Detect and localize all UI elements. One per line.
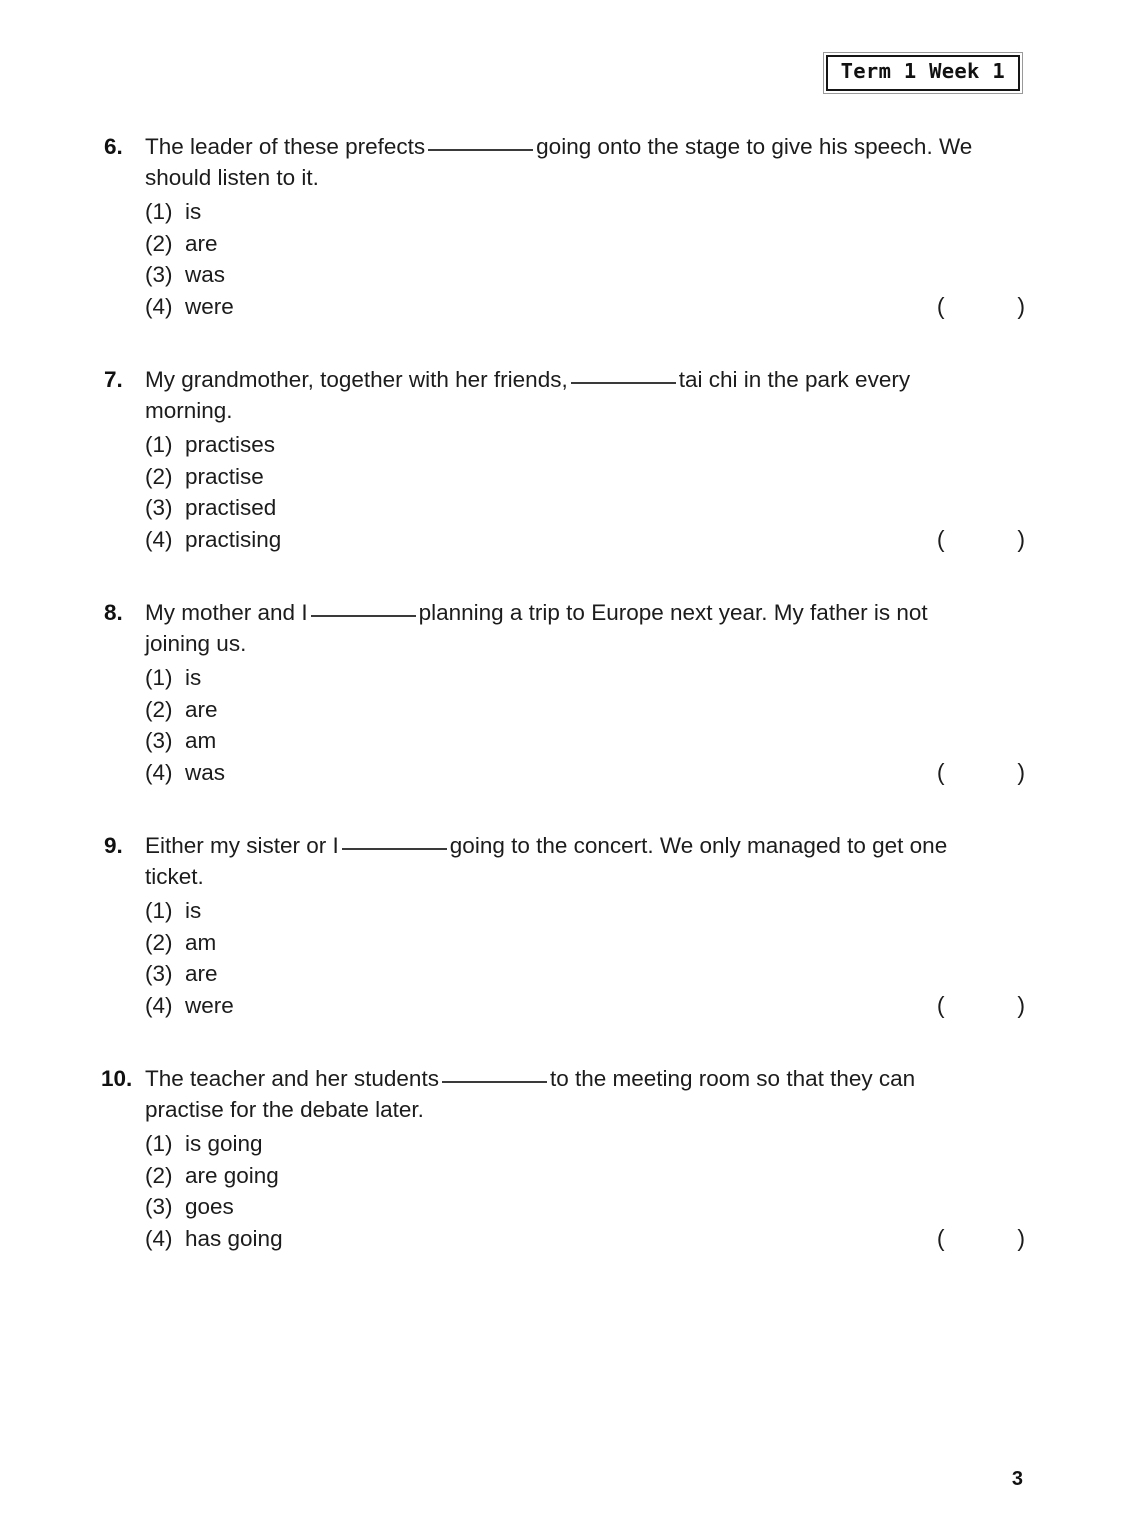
- option-label: (1): [145, 898, 173, 923]
- option-list: [104, 429, 1045, 555]
- option-label: (4): [145, 1225, 173, 1251]
- option-text: practising: [185, 526, 282, 552]
- answer-bracket[interactable]: ( ): [936, 525, 1045, 552]
- option-row[interactable]: [145, 895, 1004, 927]
- option-text: has going: [185, 1225, 283, 1251]
- option-row[interactable]: [145, 291, 1045, 323]
- option-label: (4): [145, 992, 173, 1018]
- question-head: [101, 1063, 1004, 1125]
- option-label: (3): [145, 262, 173, 287]
- option-text: goes: [185, 1194, 234, 1219]
- option-row[interactable]: [145, 492, 1004, 524]
- question-stem-after-blank: going to the concert. We only managed to get one ticket.: [145, 833, 948, 889]
- option-text: are going: [185, 1162, 279, 1188]
- option-label: (2): [145, 696, 173, 722]
- question-stem: [145, 597, 997, 659]
- option-row[interactable]: [145, 990, 1045, 1022]
- option-list: [104, 196, 1045, 322]
- question-head: [104, 364, 1004, 426]
- option-row[interactable]: [145, 662, 1004, 694]
- question-head: [104, 131, 1004, 193]
- option-text: is: [185, 665, 202, 690]
- option-label: (3): [145, 1194, 173, 1219]
- fill-in-blank-line[interactable]: [428, 149, 533, 151]
- option-label: (1): [145, 665, 173, 690]
- term-week-box: [823, 52, 1023, 94]
- option-row[interactable]: [145, 1191, 1004, 1223]
- option-text: practised: [185, 495, 277, 520]
- option-text: are: [185, 696, 218, 722]
- option-row[interactable]: [145, 927, 1004, 959]
- option-list: [104, 662, 1045, 788]
- term-week-label: Term 1 Week 1: [826, 55, 1020, 91]
- option-text: was: [185, 759, 226, 785]
- option-label: (4): [145, 526, 173, 552]
- question-number: 8.: [104, 600, 123, 625]
- option-text: were: [185, 293, 234, 319]
- question-stem: [145, 131, 997, 193]
- option-text: practises: [185, 432, 276, 457]
- fill-in-blank-line[interactable]: [342, 848, 447, 850]
- option-label: (2): [145, 463, 173, 489]
- question-stem-before-blank: The teacher and her students: [145, 1066, 439, 1091]
- option-label: (4): [145, 759, 173, 785]
- question-number: 6.: [104, 134, 123, 159]
- fill-in-blank-line[interactable]: [571, 382, 676, 384]
- question-number: 10.: [101, 1066, 133, 1091]
- question-item: [104, 131, 1045, 322]
- option-text: are: [185, 961, 218, 986]
- question-stem-before-blank: My mother and I: [145, 600, 308, 625]
- option-label: (3): [145, 728, 173, 753]
- option-text: is going: [185, 1131, 263, 1156]
- page-header: [823, 52, 1023, 94]
- question-stem: [145, 364, 997, 426]
- option-row[interactable]: [145, 196, 1004, 228]
- question-item: [101, 1063, 1045, 1254]
- option-label: (1): [145, 432, 173, 457]
- question-stem-before-blank: Either my sister or I: [145, 833, 339, 858]
- option-label: (3): [145, 961, 173, 986]
- option-list: [104, 895, 1045, 1021]
- option-text: is: [185, 898, 202, 923]
- option-row[interactable]: [145, 524, 1045, 556]
- question-item: [104, 830, 1045, 1021]
- answer-bracket[interactable]: ( ): [936, 758, 1045, 785]
- fill-in-blank-line[interactable]: [311, 615, 416, 617]
- option-row[interactable]: [145, 429, 1004, 461]
- question-item: [104, 597, 1045, 788]
- option-text: am: [185, 728, 217, 753]
- option-label: (2): [145, 230, 173, 256]
- question-stem-before-blank: My grandmother, together with her friends,: [145, 367, 568, 392]
- option-row[interactable]: [145, 1223, 1045, 1255]
- option-row[interactable]: [145, 1128, 1004, 1160]
- option-label: (4): [145, 293, 173, 319]
- question-head: [104, 597, 1004, 659]
- question-stem-before-blank: The leader of these prefects: [145, 134, 426, 159]
- question-stem-after-blank: tai chi in the park every morning.: [145, 367, 911, 423]
- question-stem-after-blank: going onto the stage to give his speech. We should listen to it.: [145, 134, 973, 190]
- option-text: am: [185, 929, 217, 955]
- question-stem: [145, 830, 997, 892]
- answer-bracket[interactable]: ( ): [936, 991, 1045, 1018]
- answer-bracket[interactable]: ( ): [936, 1224, 1045, 1251]
- option-row[interactable]: [145, 694, 1004, 726]
- option-label: (2): [145, 929, 173, 955]
- fill-in-blank-line[interactable]: [442, 1081, 547, 1083]
- option-row[interactable]: [145, 1160, 1004, 1192]
- option-text: is: [185, 199, 202, 224]
- page-number: 3: [1011, 1468, 1023, 1490]
- option-list: [104, 1128, 1045, 1254]
- question-number: 7.: [104, 367, 123, 392]
- option-label: (2): [145, 1162, 173, 1188]
- option-label: (1): [145, 1131, 173, 1156]
- option-row[interactable]: [145, 725, 1004, 757]
- option-row[interactable]: [145, 757, 1045, 789]
- option-text: were: [185, 992, 234, 1018]
- option-label: (3): [145, 495, 173, 520]
- question-item: [104, 364, 1045, 555]
- question-number: 9.: [104, 833, 123, 858]
- question-list: [101, 131, 1045, 1254]
- option-label: (1): [145, 199, 173, 224]
- option-row[interactable]: [145, 461, 1004, 493]
- option-row[interactable]: [145, 958, 1004, 990]
- question-stem-after-blank: planning a trip to Europe next year. My father is not joining us.: [145, 600, 928, 656]
- option-row[interactable]: [145, 228, 1004, 260]
- option-text: are: [185, 230, 218, 256]
- question-stem: [145, 1063, 997, 1125]
- option-row[interactable]: [145, 259, 1004, 291]
- option-text: was: [185, 262, 226, 287]
- question-head: [104, 830, 1004, 892]
- question-stem-after-blank: to the meeting room so that they can practise for the debate later.: [145, 1066, 916, 1122]
- answer-bracket[interactable]: ( ): [936, 292, 1045, 319]
- option-text: practise: [185, 463, 264, 489]
